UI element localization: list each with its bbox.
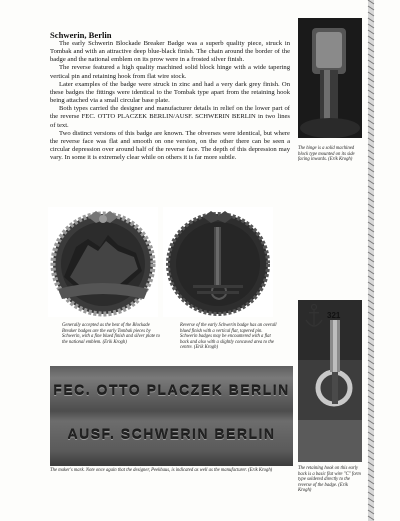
badge-obverse-illustration <box>48 207 158 317</box>
badge-reverse-caption: Reverse of the early Schwerin badge has an overall blued finish with a vertical flat, tapered pin. Schwerin badges may be encountered with a flat back and also with a slightly concaved area to the centre. (Erik Krogh) <box>180 323 277 351</box>
rope-border <box>364 0 378 521</box>
paragraph: Later examples of the badge were struck in zinc and had a very dark grey finish. On these badges the fittings were identical to the Tombak type apart from the retaining hook being attached via a small circular base plate. <box>50 80 290 105</box>
page-number: 321 <box>327 311 341 320</box>
hinge-caption: The hinge is a solid machined block type mounted on its side facing inwards. (Erik Krogh) <box>298 146 355 163</box>
badge-reverse-photo <box>163 207 273 317</box>
section-heading: Schwerin, Berlin <box>50 30 112 40</box>
paragraph: Two distinct versions of this badge are known. The obverses were identical, but where the reverse face was flat and smooth on one version, on the other there can be seen a circular depression over around half of the reverse face. The depth of this depression may vary. In some it is extremely clear while on others it is far more subtle. <box>50 129 290 162</box>
anchor-icon <box>300 302 328 330</box>
retaining-hook-caption: The retaining hook on this early back is a basic flat wire "C" form type soldered directly to the reverse of the badge. (Erik Krogh) <box>298 466 361 494</box>
paragraph: The early Schwerin Blockade Breaker Badge was a superb quality piece, struck in Tombak and with an attractive deep blue-black finish. The chain around the border of the badge and the national emblem on its prow were in a frosted silver finish. <box>50 40 290 64</box>
makers-mark-line: AUSF. SCHWERIN BERLIN <box>67 426 276 442</box>
makers-mark-line: FEC. OTTO PLACZEK BERLIN <box>53 382 290 398</box>
paragraph: The reverse featured a high quality machined solid block hinge with a wide tapering vertical pin and retaining hook from flat wire stock. <box>50 64 290 80</box>
badge-obverse-photo <box>48 207 158 317</box>
paragraph: Both types carried the designer and manufacturer details in relief on the lower part of the reverse FEC. OTTO PLACZEK BERLIN/AUSF. SCHWERIN BERLIN in two lines of text. <box>50 105 290 129</box>
badge-reverse-illustration <box>163 207 273 317</box>
hinge-illustration <box>298 18 362 138</box>
hinge-photo <box>298 18 362 138</box>
makers-mark-photo <box>50 366 293 466</box>
body-text <box>50 40 290 162</box>
makers-mark-caption: The maker's mark. Note once again that the designer, Peekhaus, is indicated as well as the manufacturer. (Erik Krogh) <box>50 468 273 473</box>
badge-obverse-caption: Generally accepted as the best of the Blockade Breaker badges are the early Tombak pieces by Schwerin, with a fine blued finish and silver plate to the national emblem. (Erik Krogh) <box>62 323 160 345</box>
